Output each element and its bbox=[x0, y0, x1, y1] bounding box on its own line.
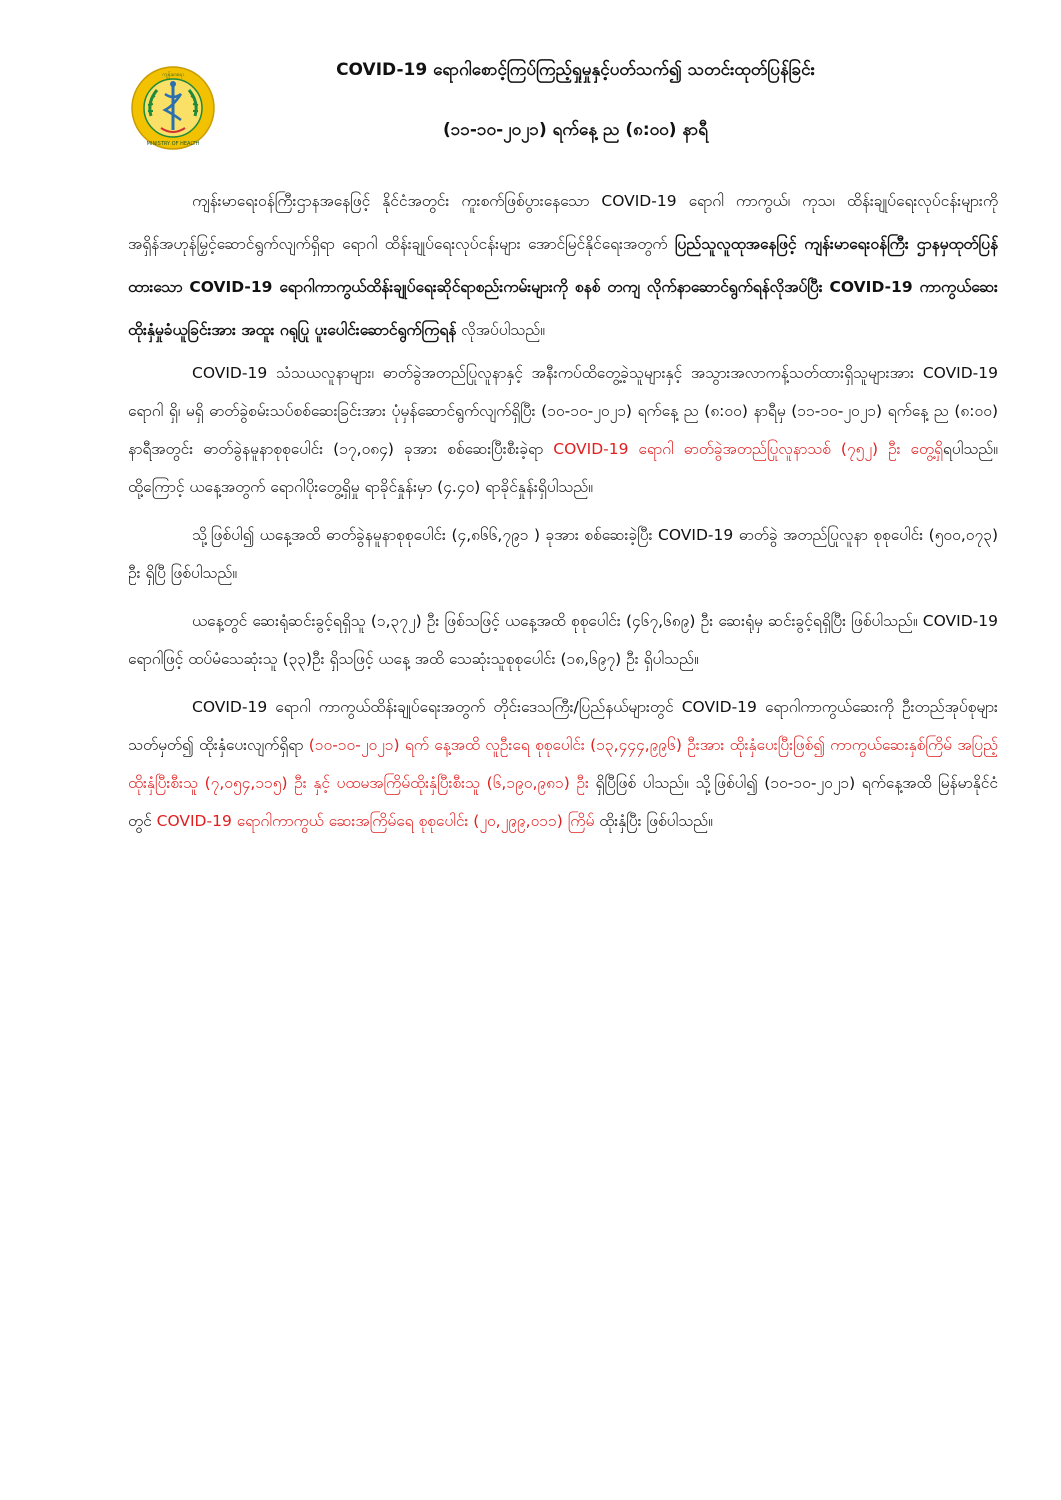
p1-text-bold: ပြည်သူလူထုအနေဖြင့် ကျန်းမာရေးဝန်ကြီး ဌာနမှထုတ်ပြန်ထားသော COVID-19 ရောဂါကာကွယ်ထိန်းချုပ်ရေးဆိုင်ရာစည်းကမ်းများကို စနစ် တကျ လိုက်နာဆောင်ရွက်ရန်လိုအပ်ပြီး COVID-19 ကာကွယ်ဆေးထိုးနှံမှုခံယူခြင်းအား အထူး ဂရုပြု ပူးပေါင်းဆောင်ရွက်ကြရန် bbox=[128, 235, 998, 339]
paragraph-recoveries-deaths bbox=[128, 602, 998, 678]
p1-text-c: လိုအပ်ပါသည်။ bbox=[456, 321, 545, 339]
p4-text-a: ယနေ့တွင် ဆေးရုံဆင်းခွင့်ရရှိသူ (၁,၃၇၂) ဦး ဖြစ်သဖြင့် ယနေ့အထိ စုစုပေါင်း (၄၆၇,၆၈၉) ဦး ဆေးရုံမှ ဆင်းခွင့်ရရှိပြီး ဖြစ်ပါသည်။ COVID-19 ရောဂါဖြင့် ထပ်မံသေဆုံးသူ (၃၃)ဦး ရှိသဖြင့် ယနေ့ အထိ သေဆုံးသူစုစုပေါင်း (၁၈,၆၉၇) ဦး ရှိပါသည်။ bbox=[128, 612, 998, 668]
p1-text-a: ကျန်းမာရေးဝန်ကြီးဌာနအနေဖြင့် နိုင်ငံအတွင်း ကူးစက်ဖြစ်ပွားနေသော COVID-19 ရောဂါ ကာကွယ်၊ ကုသ၊ ထိန်းချုပ်ရေးလုပ်ငန်းများကို အရှိန်အဟုန်မြှင့်ဆောင်ရွက်လျက်ရှိရာ ရောဂါ ထိန်းချုပ်ရေးလုပ်ငန်းများ အောင်မြင်နိုင်ရေးအတွက် bbox=[128, 192, 998, 253]
p2-text-a: COVID-19 သံသယလူနာများ၊ ဓာတ်ခွဲအတည်ပြုလူနာနှင့် အနီးကပ်ထိတွေ့ခဲ့သူများနှင့် အသွားအလာကန့်သတ်ထားရှိသူများအား COVID-19 ရောဂါ ရှိ၊ မရှိ ဓာတ်ခွဲစမ်းသပ်စစ်ဆေးခြင်းအား ပုံမှန်ဆောင်ရွက်လျက်ရှိပြီး (၁၀-၁၀-၂၀၂၁) ရက်နေ့ ည (၈:၀၀) နာရီမှ (၁၁-၁၀-၂၀၂၁) ရက်နေ့ ည (၈:၀၀) နာရီအတွင်း ဓာတ်ခွဲနမူနာစုစုပေါင်း (၁၇,၀၈၄) ခုအား စစ်ဆေးပြီးစီးခဲ့ရာ bbox=[128, 364, 998, 458]
paragraph-testing-results bbox=[128, 354, 998, 506]
p5-text-red-1: (၁၀-၁၀-၂၀၂၁) ရက် နေ့အထိ လူဦးရေ စုစုပေါင်း (၁၃,၄၄၄,၉၉၆) ဦးအား ထိုးနှံပေးပြီးဖြစ်၍ ကာကွယ်ဆေးနှစ်ကြိမ် အပြည့် ထိုးနှံပြီးစီးသူ (၇,၀၅၄,၁၁၅) ဦး နှင့် ပထမအကြိမ်ထိုးနှံပြီးစီးသူ (၆,၁၉၀,၉၈၁) ဦး bbox=[128, 736, 998, 792]
svg-text:MINISTRY OF HEALTH: MINISTRY OF HEALTH bbox=[146, 141, 200, 147]
p5-text-red-2: COVID-19 ရောဂါကာကွယ် ဆေးအကြိမ်ရေ စုစုပေါင်း (၂၀,၂၉၉,၀၁၁) ကြိမ် bbox=[156, 812, 595, 830]
svg-text:ကျန်းမာရေး: ကျန်းမာရေး bbox=[162, 72, 184, 78]
document-datetime: (၁၁-၁၀-၂၀၂၁) ရက်နေ့ ည (၈:၀၀) နာရီ bbox=[443, 120, 708, 140]
paragraph-public-guidance bbox=[128, 180, 998, 352]
paragraph-cumulative-tests bbox=[128, 516, 998, 592]
document-title: COVID-19 ရောဂါစောင့်ကြပ်ကြည့်ရှုမှုနှင့်ပတ်သက်၍ သတင်းထုတ်ပြန်ခြင်း bbox=[336, 60, 815, 80]
paragraph-vaccination bbox=[128, 688, 998, 840]
p3-text-a: သို့ဖြစ်ပါ၍ ယနေ့အထိ ဓာတ်ခွဲနမူနာစုစုပေါင်း (၄,၈၆၆,၇၉၁ ) ခုအား စစ်ဆေးခဲ့ပြီး COVID-19 ဓာတ်ခွဲ အတည်ပြုလူနာ စုစုပေါင်း (၅၀၀,၀၇၃) ဦး ရှိပြီ ဖြစ်ပါသည်။ bbox=[128, 526, 998, 582]
p5-text-e: ထိုးနှံပြီး ဖြစ်ပါသည်။ bbox=[594, 812, 713, 830]
p5-text-a: COVID-19 ရောဂါ ကာကွယ်ထိန်းချုပ်ရေးအတွက် တိုင်းဒေသကြီး/ပြည်နယ်များတွင် COVID-19 ရောဂါကာကွယ်ဆေးကို ဦးတည်အုပ်စုများသတ်မှတ်၍ ထိုးနှံပေးလျက်ရှိရာ bbox=[128, 698, 998, 754]
p2-text-c: ရပါသည်။ ထို့ကြောင့် ယနေ့အတွက် ရောဂါပိုးတွေ့ရှိမှု ရာခိုင်နှုန်းမှာ (၄.၄၀) ရာခိုင်နှုန်းရှိပါသည်။ bbox=[128, 440, 998, 496]
press-release-body bbox=[128, 180, 998, 850]
p5-text-c: ရှိပြီဖြစ် ပါသည်။ သို့ဖြစ်ပါ၍ (၁၀-၁၀-၂၀၂၁) ရက်နေ့အထိ မြန်မာနိုင်ငံတွင် bbox=[128, 774, 998, 830]
p2-text-red: COVID-19 ရောဂါ ဓာတ်ခွဲအတည်ပြုလူနာသစ် (၇၅၂) ဦး တွေ့ရှိ bbox=[553, 440, 943, 458]
